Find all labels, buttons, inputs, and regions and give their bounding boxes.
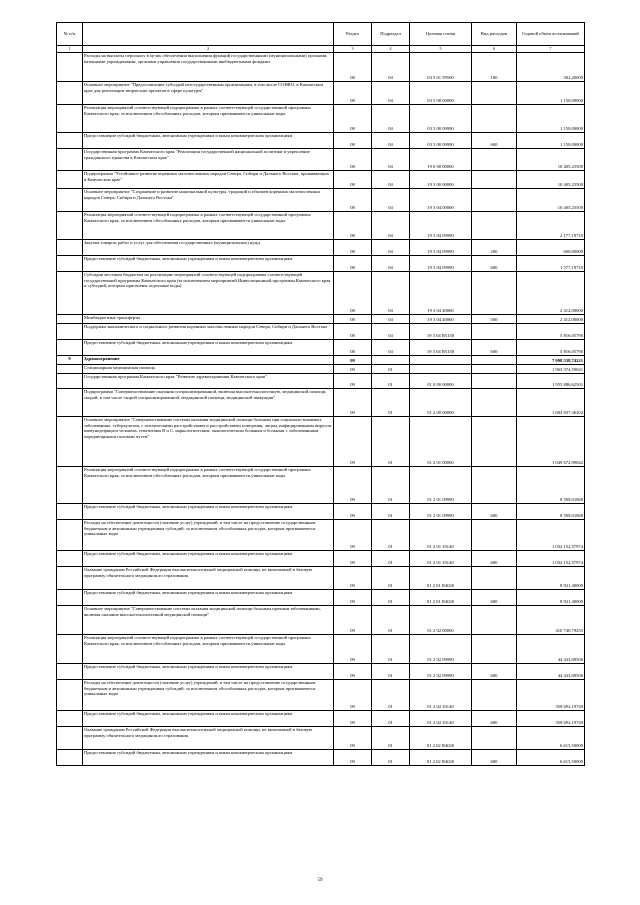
row-target-article: 01 2 02 R4020	[410, 750, 472, 766]
row-section: 09	[334, 520, 372, 551]
row-target-article: 01 2 02 00000	[410, 606, 472, 635]
row-number	[57, 711, 83, 727]
row-target-article: 03 5 08 09990	[410, 133, 472, 149]
row-expense-type	[472, 272, 517, 315]
table-header	[57, 23, 585, 46]
row-expense-type: 600	[472, 340, 517, 356]
row-section: 09	[334, 389, 372, 417]
row-description: Реализация мероприятий соответствующей подпрограммы в рамках соответствующей государственной программы Камчатского края, за исключением обособленных расходов, которым присваиваются уникальные коды	[83, 212, 334, 240]
row-expense-type: 200	[472, 240, 517, 256]
row-amount: 6 615,50000	[517, 727, 585, 750]
row-expense-type: 600	[472, 551, 517, 567]
row-expense-type	[472, 171, 517, 189]
row-expense-type: 600	[472, 504, 517, 520]
row-description: Реализация мероприятий соответствующей подпрограммы в рамках соответствующей государственной программы Камчатского края, за исключением обособленных расходов, которым присваиваются уникальные коды	[83, 105, 334, 133]
row-target-article: 03 5 08 00000	[410, 82, 472, 105]
row-target-article: 01 2 01 R4020	[410, 590, 472, 606]
row-target-article: 01 2 02 10140	[410, 711, 472, 727]
table-row	[57, 606, 585, 635]
row-amount: 302,20000	[517, 53, 585, 82]
row-target-article: 01 2 01 R4020	[410, 567, 472, 590]
row-amount: 10 405,25500	[517, 171, 585, 189]
row-number	[57, 105, 83, 133]
row-section: 09	[334, 356, 372, 365]
row-number	[57, 635, 83, 664]
row-target-article: 01 2 02 09990	[410, 635, 472, 664]
table-row	[57, 590, 585, 606]
row-section: 09	[334, 365, 372, 374]
table-row	[57, 340, 585, 356]
header-target: Целевая статья	[410, 23, 472, 46]
row-amount: 359 692,19749	[517, 711, 585, 727]
row-amount: 600,00000	[517, 240, 585, 256]
row-expense-type	[472, 324, 517, 340]
row-section: 09	[334, 750, 372, 766]
row-number	[57, 340, 83, 356]
row-subsection	[372, 356, 410, 365]
row-subsection: 01	[372, 365, 410, 374]
row-subsection: 01	[372, 551, 410, 567]
row-section: 08	[334, 82, 372, 105]
column-index: 7	[517, 46, 585, 53]
row-section: 08	[334, 240, 372, 256]
row-target-article: 01 0 00 00000	[410, 374, 472, 389]
row-number	[57, 520, 83, 551]
column-index-row	[57, 46, 585, 53]
row-number	[57, 53, 83, 82]
row-expense-type: 600	[472, 133, 517, 149]
table-row	[57, 315, 585, 324]
row-description: Предоставление субсидий бюджетным, автономным учреждениям и иным некоммерческим организациям	[83, 664, 334, 680]
row-description: Государственная программа Камчатского края "Реализация государственной национальной политики и укрепление гражданского единства в Камчатском крае"	[83, 149, 334, 171]
row-number	[57, 727, 83, 750]
header-subsection: Подраздел	[372, 23, 410, 46]
row-section: 08	[334, 53, 372, 82]
row-description: Государственная программа Камчатского края "Развитие здравоохранения Камчатского края"	[83, 374, 334, 389]
row-description: Предоставление субсидий бюджетным, автономным учреждениям и иным некоммерческим организациям	[83, 750, 334, 766]
row-expense-type	[472, 635, 517, 664]
row-expense-type	[472, 212, 517, 240]
row-target-article: 19 3 00 00000	[410, 171, 472, 189]
row-description: Предоставление субсидий бюджетным, автономным учреждениям и иным некоммерческим организациям	[83, 590, 334, 606]
row-section: 09	[334, 417, 372, 467]
row-subsection: 01	[372, 680, 410, 711]
row-subsection: 04	[372, 82, 410, 105]
table-row	[57, 53, 585, 82]
row-description: Поддержка экономического и социального развития коренных малочисленных народов Севера, Сибири и Дальнего Востока	[83, 324, 334, 340]
row-expense-type	[472, 727, 517, 750]
row-number	[57, 606, 83, 635]
row-expense-type	[472, 417, 517, 467]
row-subsection: 04	[372, 324, 410, 340]
row-subsection: 04	[372, 53, 410, 82]
row-subsection: 01	[372, 389, 410, 417]
row-description: Стационарная медицинская помощь	[83, 365, 334, 374]
row-section: 09	[334, 635, 372, 664]
row-subsection: 04	[372, 149, 410, 171]
table-row	[57, 356, 585, 365]
table-row	[57, 105, 585, 133]
row-number	[57, 315, 83, 324]
header-section: Раздел	[334, 23, 372, 46]
row-number	[57, 374, 83, 389]
row-subsection: 01	[372, 750, 410, 766]
row-amount: 1 049 672,99042	[517, 417, 585, 467]
row-number	[57, 590, 83, 606]
row-section: 09	[334, 606, 372, 635]
row-target-article: 19 3 04 09990	[410, 240, 472, 256]
row-description: Основное мероприятие "Совершенствование системы оказания медицинской помощи больным прочими заболеваниями, включая оказание высокотехнологичной медицинской помощи"	[83, 606, 334, 635]
row-description: Предоставление субсидий бюджетным, автономным учреждениям и иным некоммерческим организациям	[83, 504, 334, 520]
row-section: 08	[334, 189, 372, 212]
row-number	[57, 256, 83, 272]
row-amount: 8 921,40000	[517, 590, 585, 606]
row-expense-type	[472, 189, 517, 212]
row-subsection: 04	[372, 340, 410, 356]
table-row	[57, 149, 585, 171]
row-subsection: 04	[372, 189, 410, 212]
row-subsection: 04	[372, 272, 410, 315]
table-row	[57, 189, 585, 212]
row-target-article	[410, 365, 472, 374]
row-description: Подпрограмма "Устойчивое развитие коренных малочисленных народов Севера, Сибири и Дальнего Востока, проживающих в Камчатском крае"	[83, 171, 334, 189]
row-target-article: 19 3 04 09990	[410, 212, 472, 240]
column-index: 5	[410, 46, 472, 53]
row-expense-type: 600	[472, 664, 517, 680]
header-amount: Годовой объем ассигнований	[517, 23, 585, 46]
row-subsection: 01	[372, 417, 410, 467]
row-amount: 1 963 374,59041	[517, 365, 585, 374]
header-exp-type: Вид расходов	[472, 23, 517, 46]
row-amount: 410 740,79255	[517, 606, 585, 635]
row-expense-type: 600	[472, 256, 517, 272]
table-row	[57, 272, 585, 315]
row-target-article: 01 2 00 00000	[410, 389, 472, 417]
table-row	[57, 365, 585, 374]
column-index: 6	[472, 46, 517, 53]
row-section: 08	[334, 212, 372, 240]
row-target-article: 03 5 08 09990	[410, 105, 472, 133]
row-amount: 1 150,00000	[517, 82, 585, 105]
row-expense-type	[472, 467, 517, 504]
row-number	[57, 417, 83, 467]
row-number	[57, 272, 83, 315]
row-amount: 44 433,09506	[517, 635, 585, 664]
table-row	[57, 374, 585, 389]
row-expense-type: 600	[472, 590, 517, 606]
row-target-article	[410, 356, 472, 365]
row-target-article: 01 2 02 10140	[410, 680, 472, 711]
row-section: 09	[334, 680, 372, 711]
table-row	[57, 551, 585, 567]
row-expense-type	[472, 680, 517, 711]
table-row	[57, 256, 585, 272]
row-amount: 2 177,19710	[517, 212, 585, 240]
row-section: 09	[334, 727, 372, 750]
row-subsection: 01	[372, 711, 410, 727]
row-section: 09	[334, 374, 372, 389]
row-description: Закупка товаров, работ и услуг для обеспечения государственных (муниципальных) нужд	[83, 240, 334, 256]
row-section: 08	[334, 133, 372, 149]
table-row	[57, 240, 585, 256]
row-expense-type: 500	[472, 315, 517, 324]
row-description: Здравоохранение	[83, 356, 334, 365]
table-body	[57, 53, 585, 766]
row-target-article: 19 3 04 00000	[410, 189, 472, 212]
row-description: Основное мероприятие "Сохранение и развитие национальной культуры, традиций и обычаев коренных малочисленных народов Севера, Сибири и Дальнего Востока"	[83, 189, 334, 212]
row-amount: 2 412,00000	[517, 272, 585, 315]
row-target-article: 01 2 01 09990	[410, 467, 472, 504]
row-amount: 5 816,05790	[517, 340, 585, 356]
row-amount: 8 921,40000	[517, 567, 585, 590]
row-target-article: 03 5 01 59500	[410, 53, 472, 82]
row-amount: 8 599,01068	[517, 467, 585, 504]
row-amount: 1 150,00000	[517, 133, 585, 149]
row-subsection: 04	[372, 133, 410, 149]
table-row	[57, 389, 585, 417]
row-section: 09	[334, 567, 372, 590]
row-number	[57, 365, 83, 374]
row-description: Предоставление субсидий бюджетным, автономным учреждениям и иным некоммерческим организациям	[83, 551, 334, 567]
row-amount: 8 599,01068	[517, 504, 585, 520]
row-section: 08	[334, 272, 372, 315]
row-subsection: 01	[372, 664, 410, 680]
row-number	[57, 664, 83, 680]
row-target-article: 19 0 00 00000	[410, 149, 472, 171]
row-expense-type	[472, 606, 517, 635]
column-index: 2	[83, 46, 334, 53]
row-expense-type: 600	[472, 711, 517, 727]
row-amount: 1 955 886,62501	[517, 374, 585, 389]
row-target-article: 19 3 04 R5150	[410, 324, 472, 340]
row-description: Межбюджетные трансферты	[83, 315, 334, 324]
row-number	[57, 467, 83, 504]
table-row	[57, 680, 585, 711]
row-subsection: 01	[372, 374, 410, 389]
table-row	[57, 635, 585, 664]
row-target-article: 19 3 04 40060	[410, 272, 472, 315]
row-amount: 44 433,09506	[517, 664, 585, 680]
table-row	[57, 711, 585, 727]
row-number	[57, 212, 83, 240]
row-number: 9	[57, 356, 83, 365]
row-section: 08	[334, 324, 372, 340]
row-section: 08	[334, 105, 372, 133]
row-target-article: 01 2 01 10140	[410, 520, 472, 551]
row-target-article: 19 3 04 40060	[410, 315, 472, 324]
column-index: 4	[372, 46, 410, 53]
row-description: Предоставление субсидий бюджетным, автономным учреждениям и иным некоммерческим организациям	[83, 133, 334, 149]
row-expense-type	[472, 520, 517, 551]
row-description: Расходы на выплаты персоналу в целях обеспечения выполнения функций государственными (муниципальными) органами, казенными учреждениями, органами управления государственными внебюджетными фондами	[83, 53, 334, 82]
row-subsection: 04	[372, 105, 410, 133]
row-description: Оказание гражданам Российской Федерации высокотехнологичной медицинской помощи, не включенной в базовую программу обязательного медицинского страхования	[83, 727, 334, 750]
row-subsection: 04	[372, 212, 410, 240]
row-description: Субсидии местным бюджетам на реализацию мероприятий соответствующей подпрограммы соответствующей государственной программы Камчатского края (за исключением мероприятий Инвестиционной программы Камчатского края и субсидий, которым присвоены отдельные коды)	[83, 272, 334, 315]
row-description: Основное мероприятие "Предоставление субсидий негосударственным организациям, в том числе СОНКО, в Камчатском крае для реализации творческих проектов в сфере культуры"	[83, 82, 334, 105]
row-subsection: 04	[372, 256, 410, 272]
row-amount: 5 816,05790	[517, 324, 585, 340]
row-amount: 1 032 152,57974	[517, 520, 585, 551]
row-expense-type	[472, 356, 517, 365]
row-description: Подпрограмма "Совершенствование оказания специализированной, включая высокотехнологичную, медицинской помощи, скорой, в том числе скорой специализированной, медицинской помощи, медицинской эвакуации"	[83, 389, 334, 417]
row-section: 09	[334, 504, 372, 520]
row-subsection: 01	[372, 504, 410, 520]
row-expense-type	[472, 374, 517, 389]
row-number	[57, 171, 83, 189]
row-expense-type	[472, 82, 517, 105]
row-target-article: 01 2 02 R4020	[410, 727, 472, 750]
row-expense-type	[472, 389, 517, 417]
row-target-article: 01 2 01 10140	[410, 551, 472, 567]
row-description: Оказание гражданам Российской Федерации высокотехнологичной медицинской помощи, не включенной в базовую программу обязательного медицинского страхования	[83, 567, 334, 590]
table-row	[57, 567, 585, 590]
budget-table	[56, 22, 585, 766]
row-expense-type	[472, 567, 517, 590]
row-amount: 6 615,50000	[517, 750, 585, 766]
row-subsection: 01	[372, 635, 410, 664]
table-row	[57, 133, 585, 149]
row-amount: 2 412,00000	[517, 315, 585, 324]
row-number	[57, 149, 83, 171]
column-index: 1	[57, 46, 83, 53]
row-section: 08	[334, 256, 372, 272]
row-section: 09	[334, 590, 372, 606]
row-expense-type	[472, 149, 517, 171]
row-number	[57, 82, 83, 105]
row-section: 08	[334, 340, 372, 356]
row-description: Расходы на обеспечение деятельности (оказание услуг) учреждений, в том числе на предоставление государственным бюджетным и автономным учреждениям субсидий, за исключением обособленных расходов, которым присваиваются уникальные коды	[83, 680, 334, 711]
table-row	[57, 727, 585, 750]
row-expense-type	[472, 105, 517, 133]
row-target-article: 01 2 01 09990	[410, 504, 472, 520]
row-section: 09	[334, 467, 372, 504]
table-row	[57, 750, 585, 766]
row-description: Предоставление субсидий бюджетным, автономным учреждениям и иным некоммерческим организациям	[83, 711, 334, 727]
row-amount: 10 405,25500	[517, 149, 585, 171]
row-target-article: 01 2 02 09990	[410, 664, 472, 680]
row-subsection: 01	[372, 520, 410, 551]
row-number	[57, 567, 83, 590]
row-expense-type: 100	[472, 53, 517, 82]
table-row	[57, 82, 585, 105]
row-number	[57, 324, 83, 340]
row-description: Предоставление субсидий бюджетным, автономным учреждениям и иным некоммерческим организациям	[83, 340, 334, 356]
row-amount: 1 032 152,57974	[517, 551, 585, 567]
row-number	[57, 189, 83, 212]
page-number: 59	[317, 878, 323, 883]
row-amount: 1 683 837,36202	[517, 389, 585, 417]
row-section: 08	[334, 149, 372, 171]
row-subsection: 04	[372, 240, 410, 256]
row-subsection: 04	[372, 315, 410, 324]
row-amount: 1 150,00000	[517, 105, 585, 133]
table-row	[57, 664, 585, 680]
row-description: Основное мероприятие "Совершенствование системы оказания медицинской помощи больным при социально-значимых заболеваниях: туберкулезом, с психическими расстройствами и расстройствами поведения, лицам, инфицированным вирусом иммунодефицита человека, гепатитами B и C, наркологическим, онкологическим больным и больным с заболеваниями, передающимися половым путем"	[83, 417, 334, 467]
row-target-article: 19 3 04 09990	[410, 256, 472, 272]
column-index: 3	[334, 46, 372, 53]
row-section: 08	[334, 315, 372, 324]
row-subsection: 01	[372, 727, 410, 750]
row-amount: 7 098 538,74221	[517, 356, 585, 365]
table-row	[57, 212, 585, 240]
row-description: Расходы на обеспечение деятельности (оказание услуг) учреждений, в том числе на предоставление государственным бюджетным и автономным учреждениям субсидий, за исключением обособленных расходов, которым присваиваются уникальные коды	[83, 520, 334, 551]
row-amount: 10 405,25500	[517, 189, 585, 212]
row-number	[57, 133, 83, 149]
row-number	[57, 240, 83, 256]
header-num: № п/п	[57, 23, 83, 46]
row-amount: 359 692,19749	[517, 680, 585, 711]
header-name	[83, 23, 334, 46]
row-description: Реализация мероприятий соответствующей подпрограммы в рамках соответствующей государственной программы Камчатского края, за исключением обособленных расходов, которым присваиваются уникальные коды	[83, 467, 334, 504]
table-row	[57, 171, 585, 189]
row-subsection: 01	[372, 590, 410, 606]
table-row	[57, 504, 585, 520]
row-subsection: 04	[372, 171, 410, 189]
table-row	[57, 467, 585, 504]
row-description: Предоставление субсидий бюджетным, автономным учреждениям и иным некоммерческим организациям	[83, 256, 334, 272]
row-number	[57, 680, 83, 711]
row-subsection: 01	[372, 467, 410, 504]
row-number	[57, 551, 83, 567]
row-expense-type: 600	[472, 750, 517, 766]
row-section: 09	[334, 664, 372, 680]
table-row	[57, 520, 585, 551]
row-subsection: 01	[372, 606, 410, 635]
table-row	[57, 417, 585, 467]
row-amount: 1 577,19710	[517, 256, 585, 272]
budget-table-page	[56, 22, 584, 766]
row-section: 09	[334, 711, 372, 727]
row-target-article: 01 2 01 00000	[410, 417, 472, 467]
row-section: 08	[334, 171, 372, 189]
row-number	[57, 750, 83, 766]
table-row	[57, 324, 585, 340]
row-number	[57, 504, 83, 520]
row-expense-type	[472, 365, 517, 374]
row-target-article: 19 3 04 R5150	[410, 340, 472, 356]
row-subsection: 01	[372, 567, 410, 590]
row-number	[57, 389, 83, 417]
row-description: Реализация мероприятий соответствующей подпрограммы в рамках соответствующей государственной программы Камчатского края, за исключением обособленных расходов, которым присваиваются уникальные коды	[83, 635, 334, 664]
row-section: 09	[334, 551, 372, 567]
